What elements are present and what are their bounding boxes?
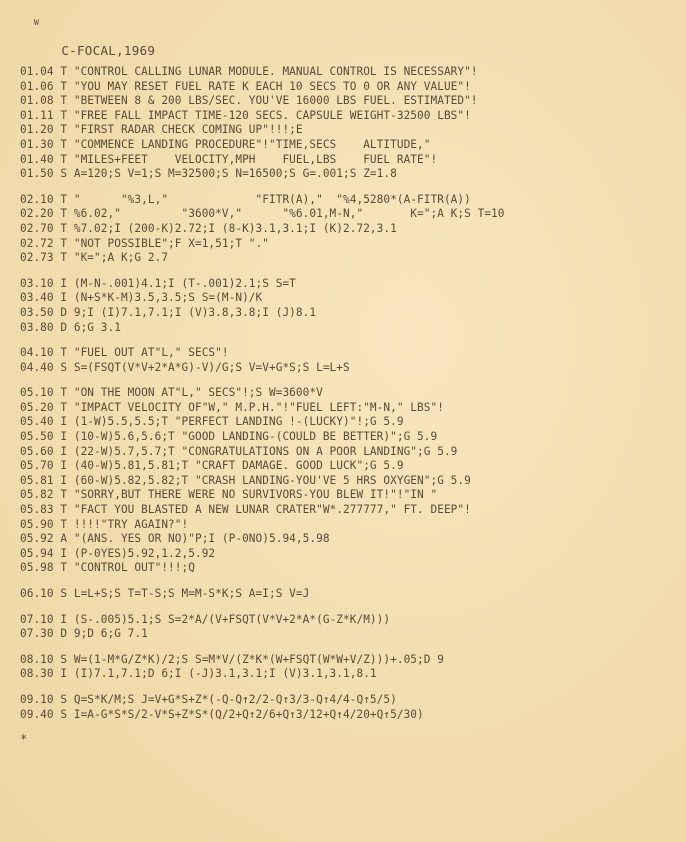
line-number: 03.80: [20, 320, 54, 334]
code-block: [20, 693, 680, 722]
line-number: 05.94: [20, 546, 54, 560]
code-line: [20, 237, 680, 252]
code-block: [20, 587, 680, 602]
code-block: [20, 346, 680, 375]
code-line: [20, 445, 680, 460]
title-text: C-FOCAL,1969: [61, 43, 156, 58]
line-number: 01.08: [20, 94, 54, 108]
statement: T "BETWEEN 8 & 200 LBS/SEC. YOU'VE 16000 LBS FUEL. ESTIMATED"!: [60, 94, 478, 108]
code-line: [20, 708, 680, 723]
line-number: 01.40: [20, 152, 54, 166]
line-number: 02.73: [20, 251, 54, 265]
code-line: [20, 321, 680, 336]
statement: I (P-0YES)5.92,1.2,5.92: [60, 546, 216, 560]
statement: T %6.02," "3600*V," "%6.01,M-N," K=";A K;S T=10: [60, 207, 505, 221]
statement: I (I)7.1,7.1;D 6;I (-J)3.1,3.1;I (V)3.1,3.1,8.1: [60, 667, 377, 681]
line-number: 07.30: [20, 627, 54, 641]
statement: I (N+S*K-M)3.5,3.5;S S=(M-N)/K: [60, 291, 263, 305]
code-listing: [20, 65, 680, 745]
line-number: 04.10: [20, 346, 54, 360]
code-line: [20, 401, 680, 416]
statement: D 9;D 6;G 7.1: [60, 627, 148, 641]
code-line: [20, 561, 680, 576]
line-number: 01.11: [20, 108, 54, 122]
line-number: 02.20: [20, 207, 54, 221]
code-line: [20, 693, 680, 708]
statement: D 9;I (I)7.1,7.1;I (V)3.8,3.8;I (J)8.1: [60, 305, 317, 319]
code-line: [20, 65, 680, 80]
line-number: 02.10: [20, 192, 54, 206]
statement: T "FREE FALL IMPACT TIME-120 SECS. CAPSULE WEIGHT-32500 LBS"!: [60, 108, 471, 122]
line-number: 05.82: [20, 488, 54, 502]
statement: T "NOT POSSIBLE";F X=1,51;T ".": [60, 236, 269, 250]
statement: T " "%3,L," "FITR(A)," "%4,5280*(A-FITR(A)): [60, 192, 471, 206]
line-number: 03.50: [20, 305, 54, 319]
statement: T "FACT YOU BLASTED A NEW LUNAR CRATER"W*.277777," FT. DEEP"!: [60, 503, 471, 517]
code-block: [20, 653, 680, 682]
line-number: 08.10: [20, 652, 54, 666]
line-number: 07.10: [20, 612, 54, 626]
code-line: [20, 222, 680, 237]
line-number: 05.20: [20, 400, 54, 414]
statement: T "FIRST RADAR CHECK COMING UP"!!!;E: [60, 123, 303, 137]
code-line: [20, 518, 680, 533]
line-number: 05.40: [20, 415, 54, 429]
line-number: 05.50: [20, 430, 54, 444]
code-line: [20, 386, 680, 401]
line-number: 09.40: [20, 707, 54, 721]
code-line: [20, 415, 680, 430]
code-line: [20, 667, 680, 682]
statement: T "K=";A K;G 2.7: [60, 251, 169, 265]
code-block: [20, 65, 680, 182]
statement: T "ON THE MOON AT"L," SECS"!;S W=3600*V: [60, 386, 323, 400]
code-line: [20, 109, 680, 124]
statement: I (10-W)5.6,5.6;T "GOOD LANDING-(COULD BE BETTER)";G 5.9: [60, 430, 438, 444]
statement: I (1-W)5.5,5.5;T "PERFECT LANDING !-(LUCKY)"!;G 5.9: [60, 415, 404, 429]
code-line: [20, 291, 680, 306]
line-number: 01.04: [20, 65, 54, 78]
code-block: [20, 193, 680, 266]
end-prompt: *: [20, 732, 28, 747]
statement: I (M-N-.001)4.1;I (T-.001)2.1;S S=T: [60, 276, 296, 290]
statement: I (40-W)5.81,5.81;T "CRAFT DAMAGE. GOOD LUCK";G 5.9: [60, 459, 404, 473]
code-line: [20, 207, 680, 222]
code-line: [20, 153, 680, 168]
statement: A "(ANS. YES OR NO)"P;I (P-0NO)5.94,5.98: [60, 532, 330, 546]
code-line: [20, 613, 680, 628]
statement: S W=(1-M*G/Z*K)/2;S S=M*V/(Z*K*(W+FSQT(W*W+V/Z)))+.05;D 9: [60, 652, 444, 666]
line-number: 05.81: [20, 473, 54, 487]
statement: D 6;G 3.1: [60, 320, 121, 334]
statement: S L=L+S;S T=T-S;S M=M-S*K;S A=I;S V=J: [60, 587, 310, 600]
code-line: [20, 251, 680, 266]
code-line: [20, 532, 680, 547]
code-line: [20, 346, 680, 361]
line-number: 05.90: [20, 517, 54, 531]
code-line: [20, 306, 680, 321]
code-block: [20, 277, 680, 335]
code-line: [20, 503, 680, 518]
statement: T "CONTROL CALLING LUNAR MODULE. MANUAL CONTROL IS NECESSARY"!: [60, 65, 478, 78]
line-number: 01.20: [20, 123, 54, 137]
statement: T %7.02;I (200-K)2.72;I (8-K)3.1,3.1;I (K)2.72,3.1: [60, 221, 397, 235]
statement: I (S-.005)5.1;S S=2*A/(V+FSQT(V*V+2*A*(G-Z*K/M))): [60, 612, 391, 626]
line-number: 08.30: [20, 667, 54, 681]
statement: T "SORRY,BUT THERE WERE NO SURVIVORS-YOU BLEW IT!"!"IN ": [60, 488, 438, 502]
line-number: 05.70: [20, 459, 54, 473]
line-number: 01.30: [20, 137, 54, 151]
statement: T "MILES+FEET VELOCITY,MPH FUEL,LBS FUEL RATE"!: [60, 152, 438, 166]
code-line: [20, 167, 680, 182]
statement: T "YOU MAY RESET FUEL RATE K EACH 10 SECS TO 0 OR ANY VALUE"!: [60, 79, 471, 93]
line-number: 02.70: [20, 221, 54, 235]
statement: S S=(FSQT(V*V+2*A*G)-V)/G;S V=V+G*S;S L=L+S: [60, 360, 350, 374]
statement: S A=120;S V=1;S M=32500;S N=16500;S G=.001;S Z=1.8: [60, 167, 397, 181]
code-line: [20, 138, 680, 153]
code-block: [20, 613, 680, 642]
code-line: [20, 80, 680, 95]
line-number: 09.10: [20, 692, 54, 706]
statement: S I=A-G*S*S/2-V*S+Z*S*(Q/2+Q↑2/6+Q↑3/12+Q↑4/20+Q↑5/30): [60, 707, 424, 721]
line-number: 02.72: [20, 236, 54, 250]
title-superscript: W: [34, 18, 40, 27]
code-line: [20, 94, 680, 109]
code-line: [20, 488, 680, 503]
code-line: [20, 430, 680, 445]
line-number: 05.10: [20, 386, 54, 400]
statement: T "CONTROL OUT"!!!;Q: [60, 561, 195, 575]
code-line: [20, 587, 680, 602]
code-line: [20, 547, 680, 562]
code-line: [20, 277, 680, 292]
line-number: 03.10: [20, 276, 54, 290]
statement: S Q=S*K/M;S J=V+G*S+Z*(-Q-Q↑2/2-Q↑3/3-Q↑4/4-Q↑5/5): [60, 692, 397, 706]
code-line: [20, 361, 680, 376]
code-line: [20, 123, 680, 138]
statement: I (60-W)5.82,5.82;T "CRASH LANDING-YOU'VE 5 HRS OXYGEN";G 5.9: [60, 473, 471, 487]
code-block: [20, 386, 680, 576]
line-number: 03.40: [20, 291, 54, 305]
line-number: 05.98: [20, 561, 54, 575]
statement: T "COMMENCE LANDING PROCEDURE"!"TIME,SECS ALTITUDE,": [60, 137, 431, 151]
statement: T !!!!"TRY AGAIN?"!: [60, 517, 189, 531]
code-line: [20, 459, 680, 474]
line-number: 05.92: [20, 532, 54, 546]
statement: I (22-W)5.7,5.7;T "CONGRATULATIONS ON A POOR LANDING";G 5.9: [60, 444, 458, 458]
line-number: 06.10: [20, 587, 54, 600]
statement: T "FUEL OUT AT"L," SECS"!: [60, 346, 229, 360]
line-number: 05.83: [20, 503, 54, 517]
line-number: 04.40: [20, 360, 54, 374]
line-number: 01.06: [20, 79, 54, 93]
code-line: [20, 193, 680, 208]
code-line: [20, 474, 680, 489]
statement: T "IMPACT VELOCITY OF"W," M.P.H."!"FUEL LEFT:"M-N," LBS"!: [60, 400, 444, 414]
line-number: 05.60: [20, 444, 54, 458]
code-line: [20, 627, 680, 642]
code-line: [20, 653, 680, 668]
line-number: 01.50: [20, 167, 54, 181]
